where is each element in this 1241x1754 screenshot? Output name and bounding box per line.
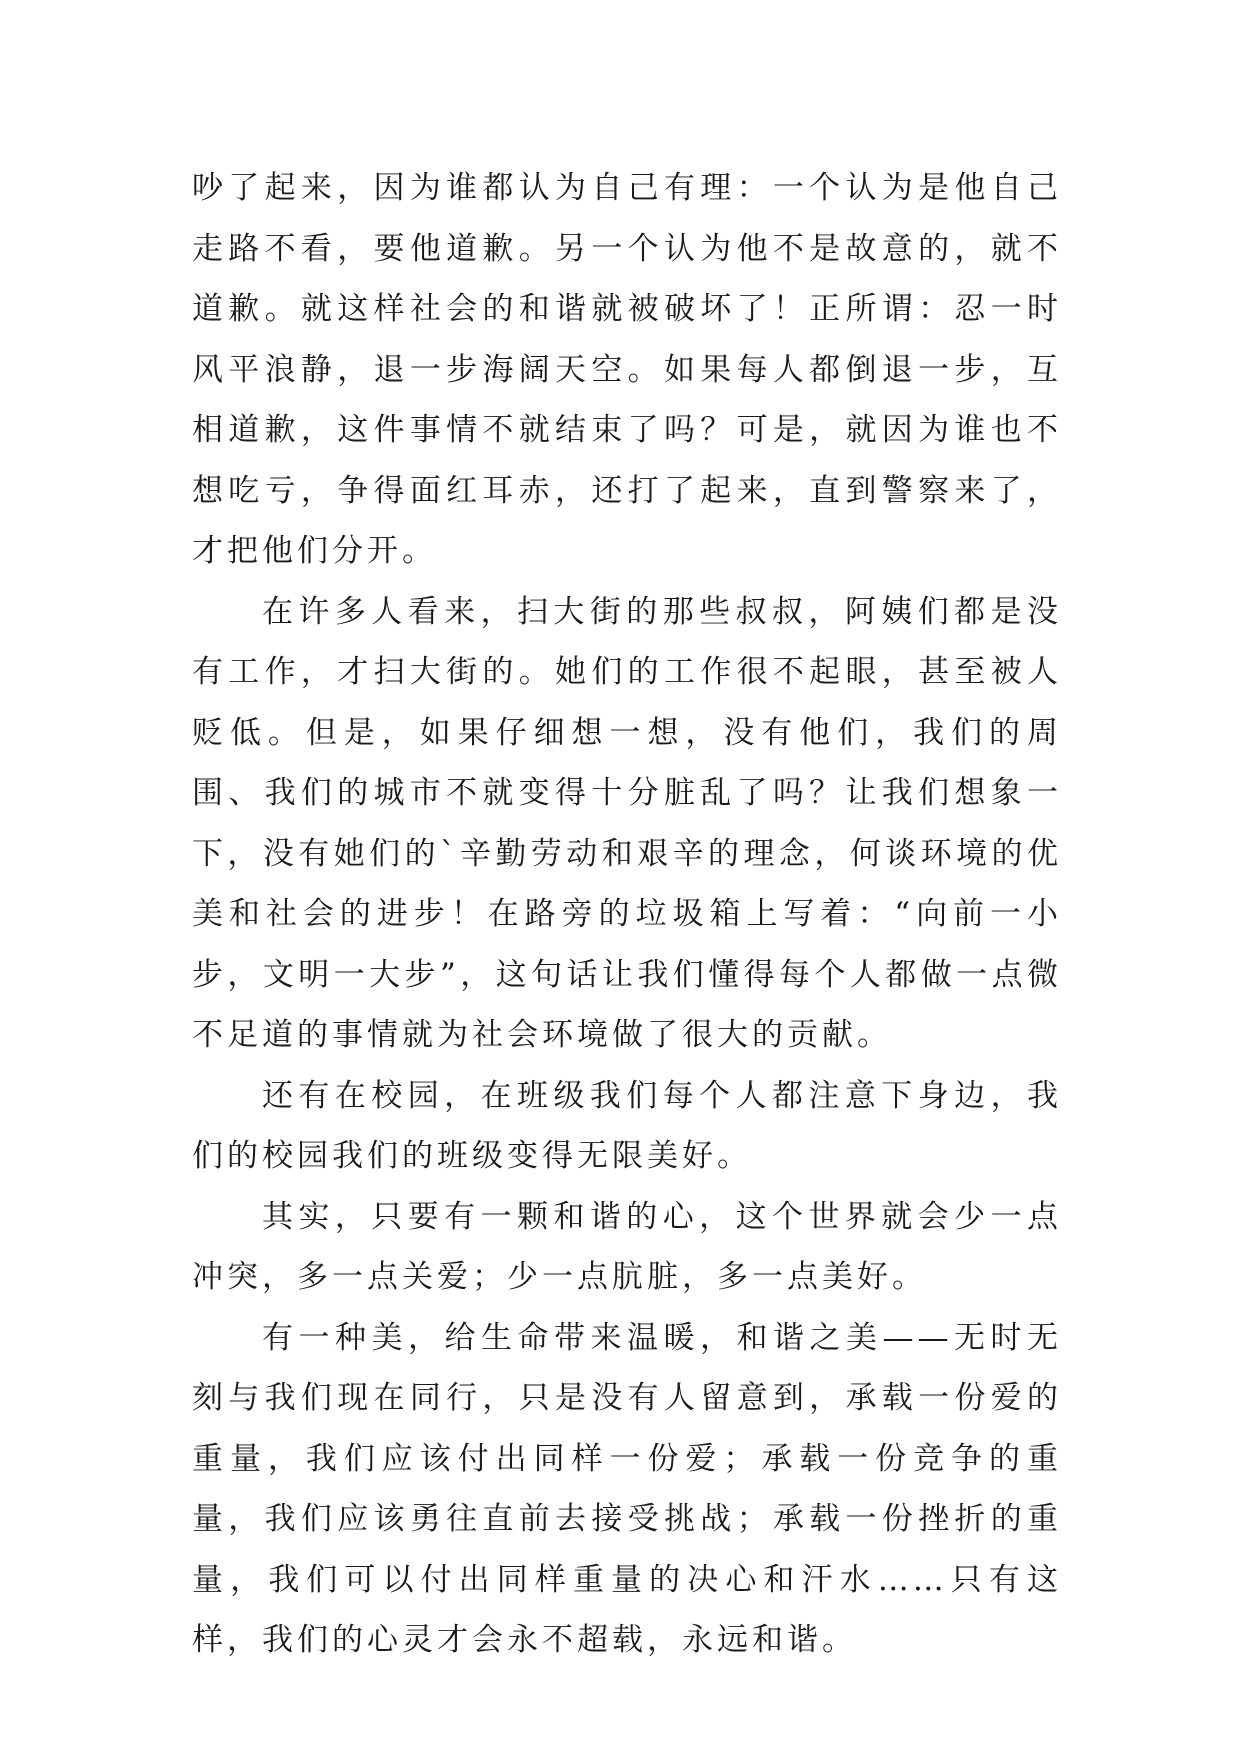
paragraph-5: 有一种美，给生命带来温暖，和谐之美——无时无刻与我们现在同行，只是没有人留意到，承载一份爱的重量，我们应该付出同样一份爱；承载一份竞争的重量，我们应该勇往直前去接受挑战；承载一份挫折的重量，我们可以付出同样重量的决心和汗水……只有这样，我们的心灵才会永不超载，永远和谐。 (192, 1319, 1062, 1658)
paragraph-4: 其实，只要有一颗和谐的心，这个世界就会少一点冲突，多一点关爱；少一点肮脏，多一点美好。 (192, 1198, 1062, 1295)
paragraph-2: 在许多人看来，扫大街的那些叔叔，阿姨们都是没有工作，才扫大街的。她们的工作很不起眼，甚至被人贬低。但是，如果仔细想一想，没有他们，我们的周围、我们的城市不就变得十分脏乱了吗？让我们想象一下，没有她们的`辛勤劳动和艰辛的理念，何谈环境的优美和社会的进步！在路旁的垃圾箱上写着：“向前一小步，文明一大步”，这句话让我们懂得每个人都做一点微不足道的事情就为社会环境做了很大的贡献。 (192, 593, 1062, 1053)
paragraph-3: 还有在校园，在班级我们每个人都注意下身边，我们的校园我们的班级变得无限美好。 (192, 1077, 1062, 1174)
document-body (192, 158, 1062, 1671)
paragraph-1: 吵了起来，因为谁都认为自己有理：一个认为是他自己走路不看，要他道歉。另一个认为他不是故意的，就不道歉。就这样社会的和谐就被破坏了！正所谓：忍一时风平浪静，退一步海阔天空。如果每人都倒退一步，互相道歉，这件事情不就结束了吗？可是，就因为谁也不想吃亏，争得面红耳赤，还打了起来，直到警察来了，才把他们分开。 (192, 170, 1062, 569)
